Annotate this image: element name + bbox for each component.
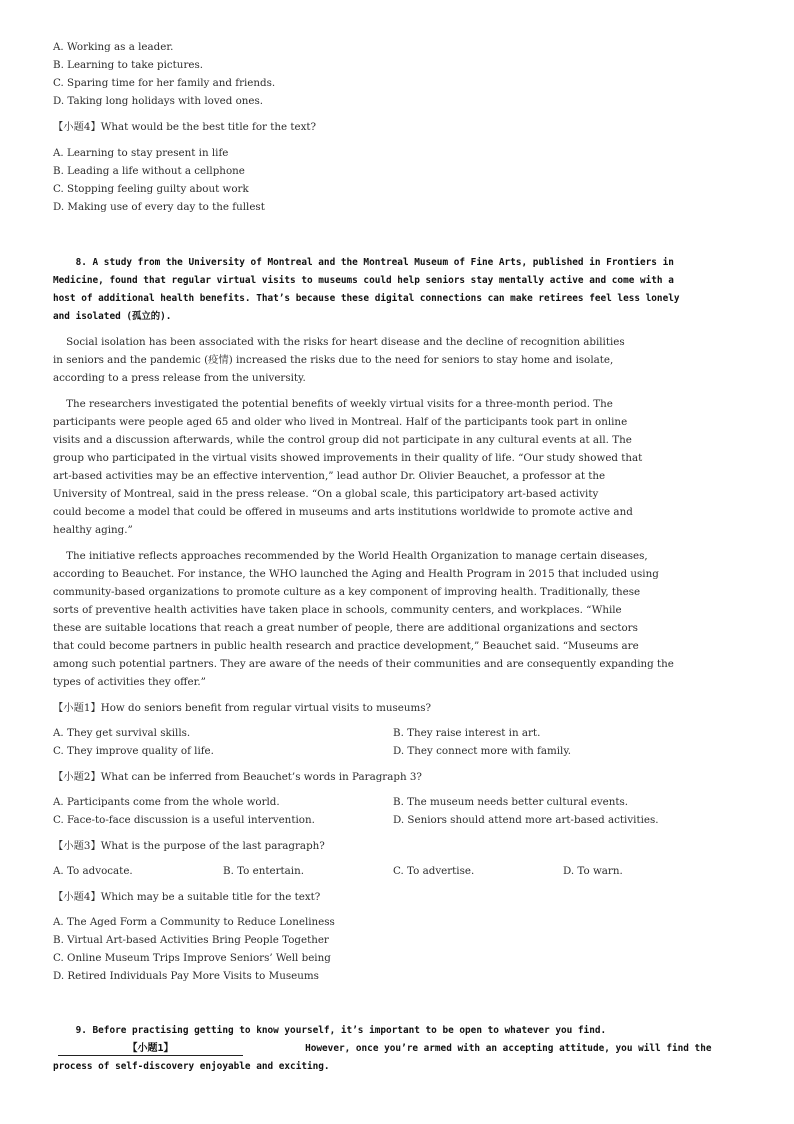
q8-q3-option-b: B. To entertain. — [223, 865, 305, 877]
q9-answer-blank[interactable]: 【小题1】 — [58, 1043, 243, 1056]
q8-p2-line-5: art-based activities may be an effective intervention,” lead author Dr. Olivier Beauchet, a professor at the — [53, 470, 606, 482]
q8-q1-option-d: D. They connect more with family. — [393, 745, 572, 757]
q8-p2-line-4: group who participated in the virtual visits showed improvements in their quality of life. “Our study showed that — [53, 452, 643, 464]
q8-q4-option-a: A. The Aged Form a Community to Reduce Loneliness — [53, 916, 335, 928]
q8-q3-option-d: D. To warn. — [563, 865, 623, 877]
q9-line-2-text: However, once you’re armed with an accepting attitude, you will find the — [305, 1043, 712, 1054]
q8-p2-line-1: The researchers investigated the potential benefits of weekly virtual visits for a three-month period. The — [53, 398, 613, 410]
q8-p3-line-6: that could become partners in public health research and practice development,” Beauchet said. “Museums are — [53, 640, 639, 652]
q8-p2-line-7: could become a model that could be offered in museums and arts institutions worldwide to promote active and — [53, 506, 633, 518]
q8-p3-line-3: community-based organizations to promote culture as a key component of improving health. Traditionally, these — [53, 586, 641, 598]
q9-line-2 — [58, 1042, 711, 1056]
q7-q4-option-a: A. Learning to stay present in life — [53, 147, 229, 159]
q8-q1-option-b: B. They raise interest in art. — [393, 727, 541, 739]
q8-p1-line-2: in seniors and the pandemic (疫情) increased the risks due to the need for seniors to stay home and isolate, — [53, 354, 614, 366]
q8-q3-option-c: C. To advertise. — [393, 865, 475, 877]
q8-p2-line-8: healthy aging.” — [53, 524, 133, 536]
q8-q2-stem: 【小题2】What can be inferred from Beauchet’s words in Paragraph 3? — [53, 771, 422, 783]
q8-p2-line-3: visits and a discussion afterwards, while the control group did not participate in any cultural events at all. The — [53, 434, 632, 446]
q8-p1-line-3: according to a press release from the university. — [53, 372, 306, 384]
q8-p3-line-7: among such potential partners. They are aware of the needs of their communities and are consequently expanding the — [53, 658, 674, 670]
q7-q4-option-c: C. Stopping feeling guilty about work — [53, 183, 249, 195]
q8-p2-line-6: University of Montreal, said in the press release. “On a global scale, this participatory art-based activity — [53, 488, 599, 500]
q8-q4-stem: 【小题4】Which may be a suitable title for the text? — [53, 891, 321, 903]
q8-q1-stem: 【小题1】How do seniors benefit from regular virtual visits to museums? — [53, 702, 432, 714]
q8-q3-option-a: A. To advocate. — [53, 865, 133, 877]
q7-q4-stem: 【小题4】What would be the best title for the text? — [53, 121, 317, 133]
q7-q3-option-c: C. Sparing time for her family and friends. — [53, 77, 276, 89]
q8-q1-option-c: C. They improve quality of life. — [53, 745, 214, 757]
q7-q4-option-d: D. Making use of every day to the fullest — [53, 201, 265, 213]
q8-intro-line-2: Medicine, found that regular virtual visits to museums could help seniors stay mentally active and come with a — [53, 275, 674, 286]
q8-q2-option-d: D. Seniors should attend more art-based activities. — [393, 814, 659, 826]
q8-p3-line-4: sorts of preventive health activities have taken place in schools, community centers, and workplaces. “While — [53, 604, 622, 616]
q8-q2-option-a: A. Participants come from the whole world. — [53, 796, 280, 808]
q8-q3-stem: 【小题3】What is the purpose of the last paragraph? — [53, 840, 325, 852]
q8-p1-line-1: Social isolation has been associated with the risks for heart disease and the decline of recognition abilities — [53, 336, 625, 348]
q7-q3-option-a: A. Working as a leader. — [53, 41, 174, 53]
q8-p3-line-8: types of activities they offer.” — [53, 676, 206, 688]
q8-q1-option-a: A. They get survival skills. — [53, 727, 191, 739]
q9-line-3: process of self-discovery enjoyable and exciting. — [53, 1061, 330, 1072]
q8-p3-line-2: according to Beauchet. For instance, the WHO launched the Aging and Health Program in 2015 that included using — [53, 568, 659, 580]
q8-q4-option-d: D. Retired Individuals Pay More Visits to Museums — [53, 970, 319, 982]
q8-p2-line-2: participants were people aged 65 and older who lived in Montreal. Half of the participants took part in online — [53, 416, 628, 428]
q7-q3-option-b: B. Learning to take pictures. — [53, 59, 204, 71]
q7-q3-option-d: D. Taking long holidays with loved ones. — [53, 95, 264, 107]
q9-line-1: 9. Before practising getting to know yourself, it’s important to be open to whatever you find. — [53, 1025, 607, 1036]
q8-intro-line-3: host of additional health benefits. That’s because these digital connections can make retirees feel less lonely — [53, 293, 680, 304]
q8-q2-option-c: C. Face-to-face discussion is a useful intervention. — [53, 814, 315, 826]
q7-q4-option-b: B. Leading a life without a cellphone — [53, 165, 245, 177]
q8-intro-line-1: 8. A study from the University of Montreal and the Montreal Museum of Fine Arts, published in Frontiers in — [53, 257, 674, 268]
q8-p3-line-5: these are suitable locations that reach a great number of people, there are additional organizations and sectors — [53, 622, 638, 634]
q8-p3-line-1: The initiative reflects approaches recommended by the World Health Organization to manage certain diseases, — [53, 550, 648, 562]
q8-q4-option-b: B. Virtual Art-based Activities Bring People Together — [53, 934, 329, 946]
q8-intro-line-4: and isolated (孤立的). — [53, 311, 172, 322]
q8-q2-option-b: B. The museum needs better cultural events. — [393, 796, 629, 808]
q8-q4-option-c: C. Online Museum Trips Improve Seniors’ Well being — [53, 952, 331, 964]
